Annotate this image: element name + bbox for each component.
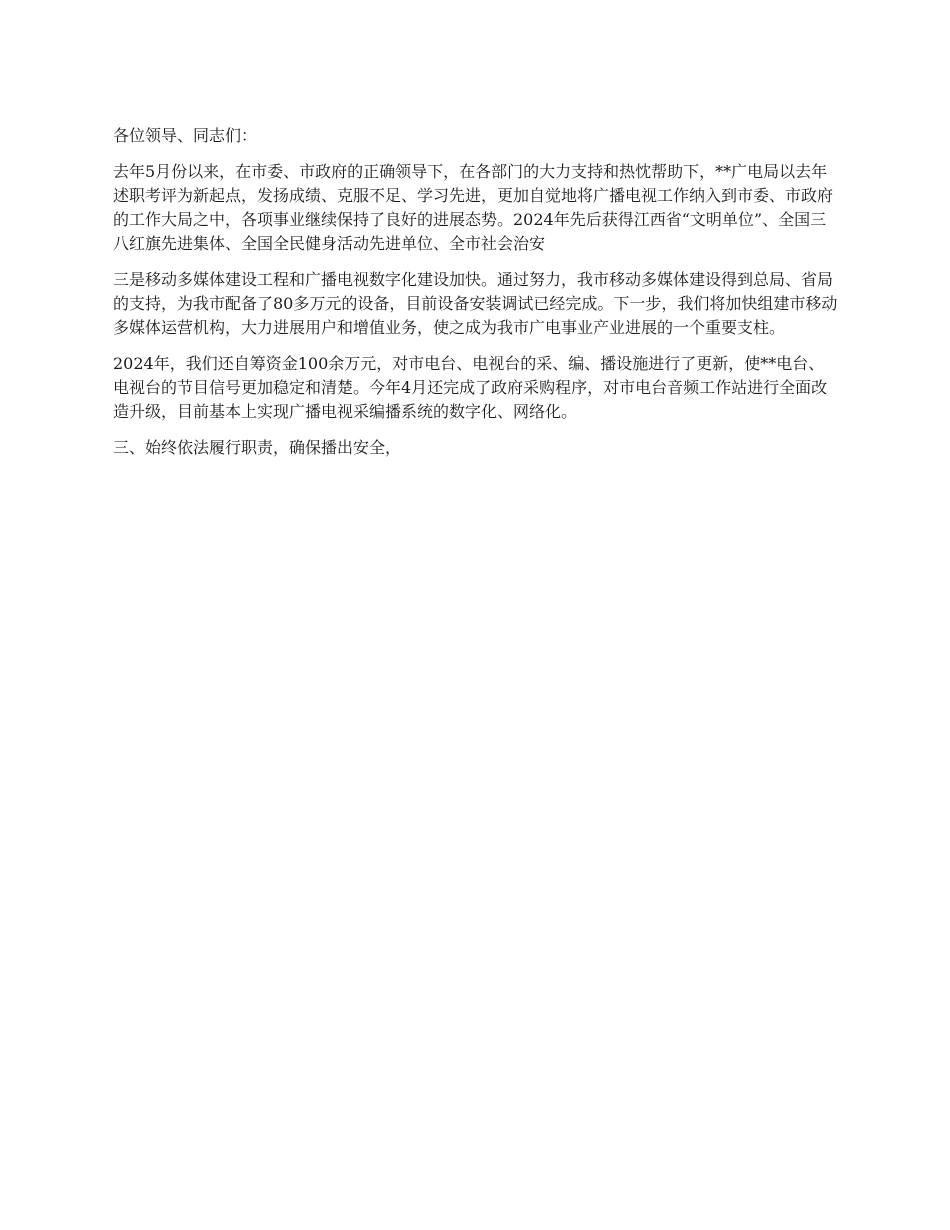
document-body <box>113 124 840 472</box>
greeting-line: 各位领导、同志们： <box>113 126 258 145</box>
section-heading-broadcast-safety: 三、始终依法履行职责，确保播出安全， <box>113 438 402 457</box>
paragraph-achievements: 去年5月份以来，在市委、市政府的正确领导下，在各部门的大力支持和热忱帮助下，**广电局以去年述职考评为新起点，发扬成绩、克服不足、学习先进，更加自觉地将广播电视工作纳入到市委、市政府的工作大局之中，各项事业继续保持了良好的进展态势。2024年先后获得江西省“文明单位”、全国三八红旗先进集体、全国全民健身活动先进单位、全市社会治安 <box>113 162 834 253</box>
paragraph-mobile-multimedia: 三是移动多媒体建设工程和广播电视数字化建设加快。通过努力，我市移动多媒体建设得到总局、省局的支持，为我市配备了80多万元的设备，目前设备安装调试已经完成。下一步，我们将加快组建市移动多媒体运营机构，大力进展用户和增值业务，使之成为我市广电事业产业进展的一个重要支柱。 <box>113 270 838 337</box>
paragraph-equipment-upgrade: 2024年，我们还自筹资金100余万元，对市电台、电视台的采、编、播设施进行了更新，使**电台、电视台的节目信号更加稳定和清楚。今年4月还完成了政府采购程序，对市电台音频工作站进行全面改造升级，目前基本上实现广播电视采编播系统的数字化、网络化。 <box>113 354 828 421</box>
